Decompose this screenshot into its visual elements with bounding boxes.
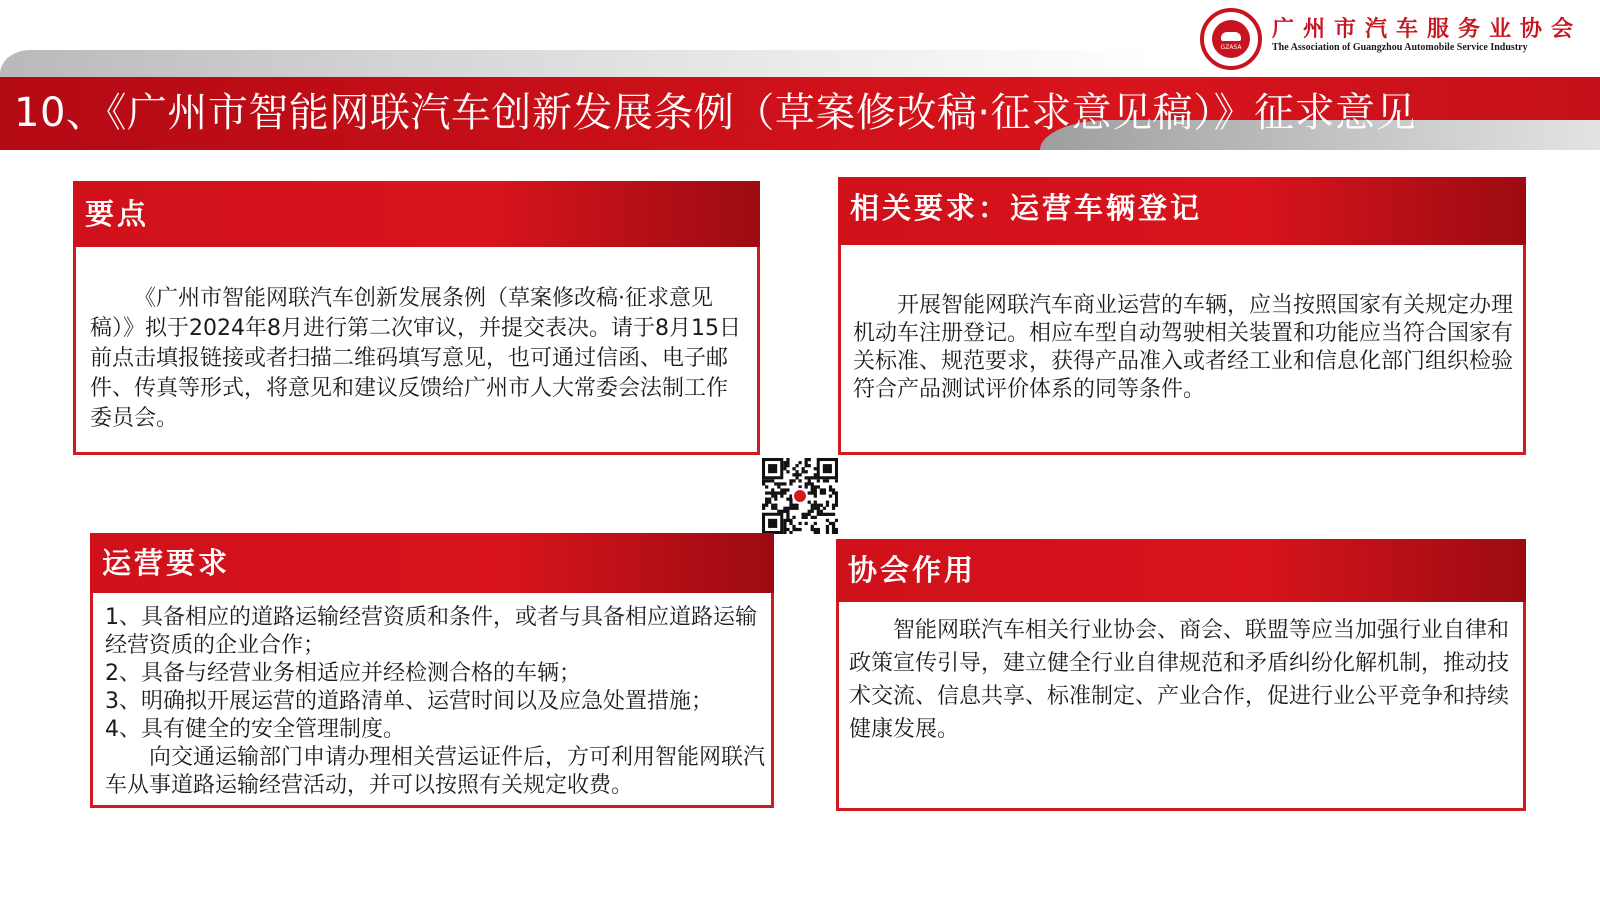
list-item: 2、具备与经营业务相适应并经检测合格的车辆； [105,661,581,686]
operation-heading: 运营要求 [90,533,774,593]
registration-heading: 相关要求：运营车辆登记 [838,177,1526,245]
car-icon [1221,32,1241,41]
association-body: 智能网联汽车相关行业协会、商会、联盟等应当加强行业自律和政策宣传引导，建立健全行业自律规范和矛盾纠纷化解机制，推动技术交流、信息共享、标准制定、产业合作，促进行业公平竞争和持续健康发展。 [849,618,1510,742]
association-heading: 协会作用 [836,539,1526,602]
list-item: 4、具有健全的安全管理制度。 [105,717,405,742]
org-name-en: The Association of Guangzhou Automobile Service Industry [1272,42,1528,53]
association-role-card [836,539,1526,811]
list-item: 1、具备相应的道路运输经营资质和条件，或者与具备相应道路运输经营资质的企业合作； [105,605,757,658]
qr-code-icon[interactable] [762,458,838,534]
list-item: 3、明确拟开展运营的道路清单、运营时间以及应急处置措施； [105,689,713,714]
registration-card [838,177,1526,455]
operation-body [105,604,765,800]
key-points-heading: 要点 [73,181,760,247]
key-points-body: 《广州市智能网联汽车创新发展条例（草案修改稿·征求意见稿）》拟于2024年8月进行第二次审议，并提交表决。请于8月15日前点击填报链接或者扫描二维码填写意见，也可通过信函、电子邮件、传真等形式，将意见和建议反馈给广州市人大常委会法制工作委员会。 [90,286,741,431]
registration-body: 开展智能网联汽车商业运营的车辆，应当按照国家有关规定办理机动车注册登记。相应车型自动驾驶相关装置和功能应当符合国家有关标准、规范要求，获得产品准入或者经工业和信息化部门组织检验符合产品测试评价体系的同等条件。 [853,293,1514,402]
association-logo [1200,8,1262,70]
logo-text: GZASA [1220,44,1242,51]
operation-closing: 向交通运输部门申请办理相关营运证件后，方可利用智能网联汽车从事道路运输经营活动，并可以按照有关规定收费。 [105,745,766,798]
header-decoration [0,50,1150,80]
operation-requirements-card [90,533,774,808]
org-name-cn: 广州市汽车服务业协会 [1272,17,1583,42]
logo-emblem [1212,20,1250,58]
key-points-card [73,181,760,455]
page-title: 10、《广州市智能网联汽车创新发展条例（草案修改稿·征求意见稿）》征求意见 [14,90,1417,136]
